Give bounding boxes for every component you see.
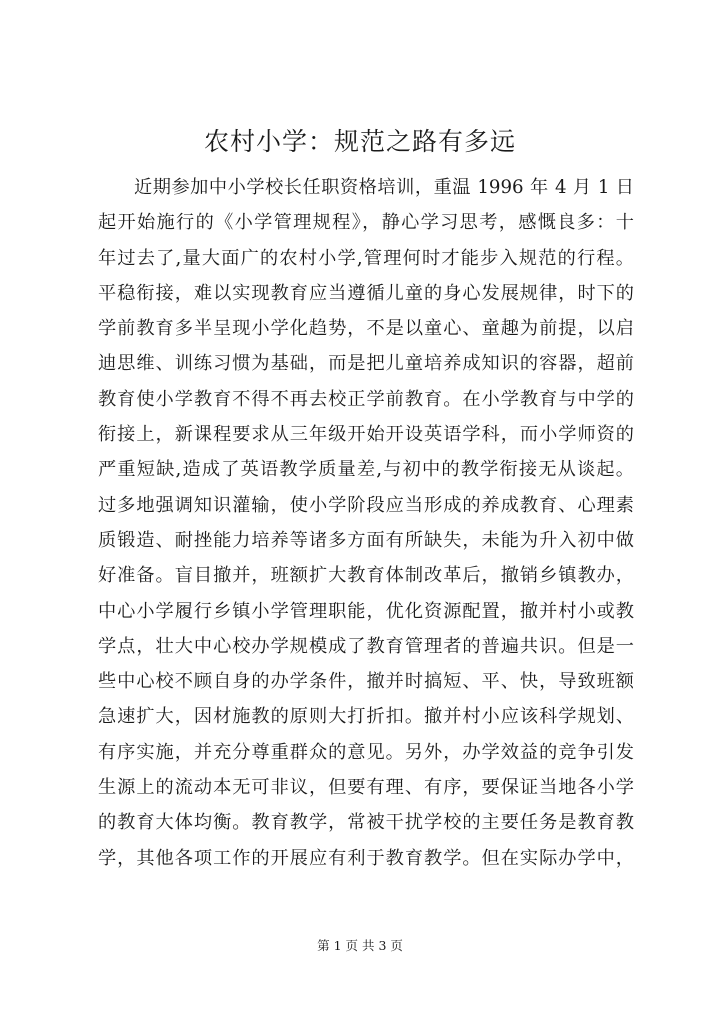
text-line: 质锻造、耐挫能力培养等诸多方面有所缺失，未能为升入初中做 [98, 529, 634, 551]
text-line: 年过去了,量大面广的农村小学,管理何时才能步入规范的行程。 [98, 247, 634, 269]
text-line: 中心小学履行乡镇小学管理职能，优化资源配置，撤并村小或教 [98, 600, 634, 622]
text-line: 严重短缺,造成了英语教学质量差,与初中的教学衔接无从谈起。 [98, 459, 634, 481]
text-line: 学点，壮大中心校办学规模成了教育管理者的普遍共识。但是一 [98, 635, 634, 657]
text-line: 些中心校不顾自身的办学条件，撤并时搞短、平、快，导致班额 [98, 671, 634, 693]
text-line: 衔接上，新课程要求从三年级开始开设英语学科，而小学师资的 [98, 424, 634, 446]
page-footer: 第 1 页 共 3 页 [317, 938, 403, 953]
text-line: 过多地强调知识灌输，使小学阶段应当形成的养成教育、心理素 [98, 494, 634, 516]
text-line: 迪思维、训练习惯为基础，而是把儿童培养成知识的容器，超前 [98, 353, 634, 375]
text-line: 学前教育多半呈现小学化趋势，不是以童心、童趣为前提，以启 [98, 318, 634, 340]
text-line: 教育使小学教育不得不再去校正学前教育。在小学教育与中学的 [98, 388, 634, 410]
text-line: 平稳衔接，难以实现教育应当遵循儿童的身心发展规律，时下的 [98, 282, 634, 304]
text-line: 好准备。盲目撤并，班额扩大教育体制改革后，撤销乡镇教办， [98, 565, 634, 587]
document-title: 农村小学：规范之路有多远 [203, 127, 516, 156]
text-line: 急速扩大，因材施教的原则大打折扣。撤并村小应该科学规划、 [98, 706, 634, 728]
text-line: 近期参加中小学校长任职资格培训，重温 1996 年 4 月 1 日 [134, 177, 634, 198]
text-line: 的教育大体均衡。教育教学，常被干扰学校的主要任务是教育教 [98, 812, 634, 834]
body-paragraph [98, 170, 634, 876]
text-line: 生源上的流动本无可非议，但要有理、有序，要保证当地各小学 [98, 777, 634, 799]
text-line: 学，其他各项工作的开展应有利于教育教学。但在实际办学中， [98, 847, 634, 869]
text-line: 有序实施，并充分尊重群众的意见。另外，办学效益的竞争引发 [98, 741, 634, 763]
text-line: 起开始施行的《小学管理规程》，静心学习思考，感慨良多：十 [98, 212, 634, 234]
